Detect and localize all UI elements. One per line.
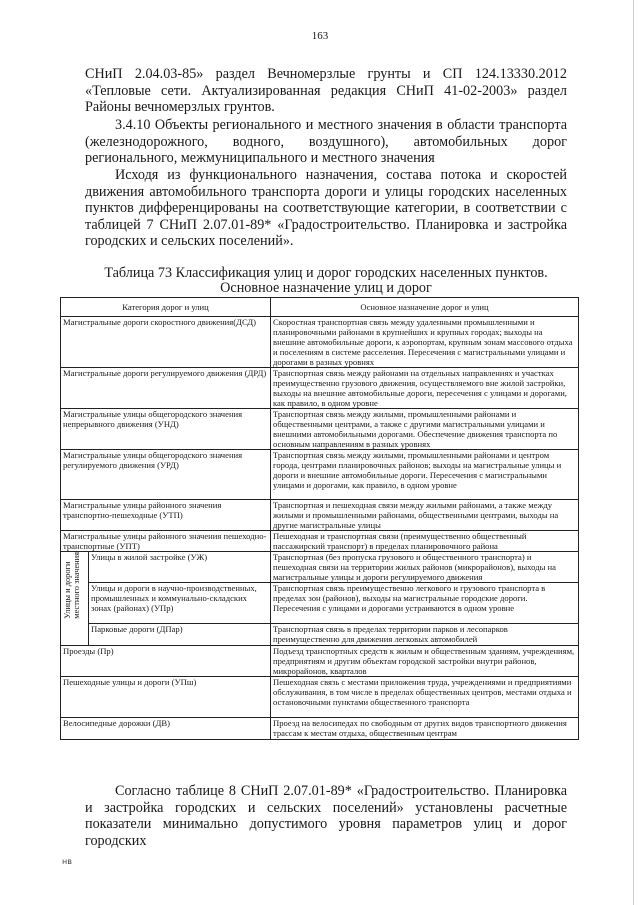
row-category: Пешеходные улицы и дороги (УПш): [61, 677, 271, 718]
row-purpose: Транспортная связь между районами на отдельных направлениях и участках преимущественно грузового движения, осуществляемого вне жилой застройки, выходы на внешние автомобильные дороги, пересечения с улицами и дорогами, как правило, в одном уровне: [271, 368, 579, 409]
row-category: Улицы и дороги в научно-производственных, промышленных и коммунально-складских зонах (районах) (УПр): [89, 583, 271, 624]
local-streets-group-text: Улицы и дороги местного значения: [63, 552, 81, 619]
page-number: 163: [311, 30, 329, 42]
row-purpose: Проезд на велосипедах по свободным от других видов транспортного движения трассам к местам отдыха, общественным центрам: [271, 718, 579, 740]
table-caption: [85, 266, 567, 296]
table-row: [61, 368, 579, 409]
footer-mark: нв: [62, 857, 72, 866]
table-row: [61, 583, 579, 624]
paragraph-bottom-text: Согласно таблице 8 СНиП 2.07.01-89* «Градостроительство. Планировка и застройка городских и сельских поселений» установлены расчетные показатели минимально допустимого уровня параметров улиц и дорог городских: [85, 783, 567, 849]
table-row: [61, 646, 579, 677]
row-category: Магистральные дороги регулируемого движения (ДРД): [61, 368, 271, 409]
row-category: Парковые дороги (ДПар): [89, 624, 271, 646]
table-row: [61, 531, 579, 552]
row-category: Магистральные дороги скоростного движения(ДСД): [61, 317, 271, 368]
row-category: Улицы в жилой застройке (УЖ): [89, 552, 271, 583]
row-category: Магистральные улицы общегородского значения регулируемого движения (УРД): [61, 450, 271, 500]
row-purpose: Транспортная связь между жилыми, промышленными районами и центром города, центрами планировочных районов; выходы на магистральные улицы и дороги и внешние автомобильные дороги. Пересечения с магистральными улицами и дорогами, как правило, в одном уровне: [271, 450, 579, 500]
row-category: Проезды (Пр): [61, 646, 271, 677]
row-category: Магистральные улицы районного значения пешеходно-транспортные (УПТ): [61, 531, 271, 552]
table-row: [61, 500, 579, 531]
row-purpose: Транспортная связь между жилыми, промышленными районами и общественными центрами, а также с другими магистральными улицами и внешними автомобильными дорогами. Обеспечение движения транспорта по основным направлениям в разных уровнях: [271, 409, 579, 450]
row-category: Велосипедные дорожки (ДВ): [61, 718, 271, 740]
table-header-row: [61, 298, 579, 317]
table-caption-line-2: Основное назначение улиц и дорог: [220, 280, 432, 296]
table-caption-line-1: Таблица 73 Классификация улиц и дорог городских населенных пунктов.: [104, 265, 548, 281]
table-row: [61, 450, 579, 500]
row-purpose: Скоростная транспортная связь между удаленными промышленными и планировочными районами в крупнейших и крупных городах; выходы на внешние автомобильные дороги, к аэропортам, крупным зонам массового отдыха и поселениям в системе расселения. Пересечения с магистральными улицами и дорогами в разных уровнях: [271, 317, 579, 368]
row-category: Магистральные улицы общегородского значения непрерывного движения (УНД): [61, 409, 271, 450]
local-streets-group-label: [61, 552, 89, 646]
paragraph-top: [85, 66, 567, 116]
paragraph-top-text: СНиП 2.04.03-85» раздел Вечномерзлые грунты и СП 124.13330.2012 «Тепловые сети. Актуализированная редакция СНиП 41-02-2003» раздел Районы вечномерзлых грунтов.: [85, 66, 567, 116]
paragraph-bottom: [85, 783, 567, 849]
row-purpose: Транспортная (без пропуска грузового и общественного транспорта) и пешеходная связи на территории жилых районов (микрорайонов), выходы на магистральные улицы и дороги регулируемого движения: [271, 552, 579, 583]
row-category: Магистральные улицы районного значения транспортно-пешеходные (УТП): [61, 500, 271, 531]
row-purpose: Подъезд транспортных средств к жилым и общественным зданиям, учреждениям, предприятиям и другим объектам городской застройки внутри районов, микрорайонов, кварталов: [271, 646, 579, 677]
table-row: [61, 624, 579, 646]
table-row: [61, 317, 579, 368]
row-purpose: Пешеходная связь с местами приложения труда, учреждениями и предприятиями обслуживания, в том числе в пределах общественных центров, местами отдыха и остановочными пунктами общественного транспорта: [271, 677, 579, 718]
row-purpose: Пешеходная и транспортная связи (преимущественно общественный пассажирский транспорт) в пределах планировочного района: [271, 531, 579, 552]
classification-table: [60, 297, 579, 740]
table-row: [61, 409, 579, 450]
paragraph-intro: [85, 167, 567, 250]
paragraph-intro-text: Исходя из функционального назначения, состава потока и скоростей движения автомобильного транспорта дороги и улицы городских населенных пунктов дифференцированы на соответствующие категории, в соответствии с таблицей 7 СНиП 2.07.01-89* «Градостроительство. Планировка и застройка городских и сельских поселений».: [85, 167, 567, 250]
scan-edge-line: [633, 0, 634, 905]
row-purpose: Транспортная связь в пределах территории парков и лесопарков преимущественно для движения легковых автомобилей: [271, 624, 579, 646]
header-category: Категория дорог и улиц: [61, 298, 271, 317]
row-purpose: Транспортная связь преимущественно легкового и грузового транспорта в пределах зон (районов), выходы на магистральные городские дороги. Пересечения с улицами и дорогами устраиваются в одном уровне: [271, 583, 579, 624]
section-heading-text: 3.4.10 Объекты регионального и местного значения в области транспорта (железнодорожного, водного, воздушного), автомобильных дорог регионального, межмуниципального и местного значения: [85, 117, 567, 167]
table-row: [61, 677, 579, 718]
section-heading: [85, 117, 567, 167]
table-row: [61, 552, 579, 583]
table-row: [61, 718, 579, 740]
row-purpose: Транспортная и пешеходная связи между жилыми районами, а также между жилыми и промышленными районами, общественными центрами, выходы на другие магистральные улицы: [271, 500, 579, 531]
header-purpose: Основное назначение дорог и улиц: [271, 298, 579, 317]
